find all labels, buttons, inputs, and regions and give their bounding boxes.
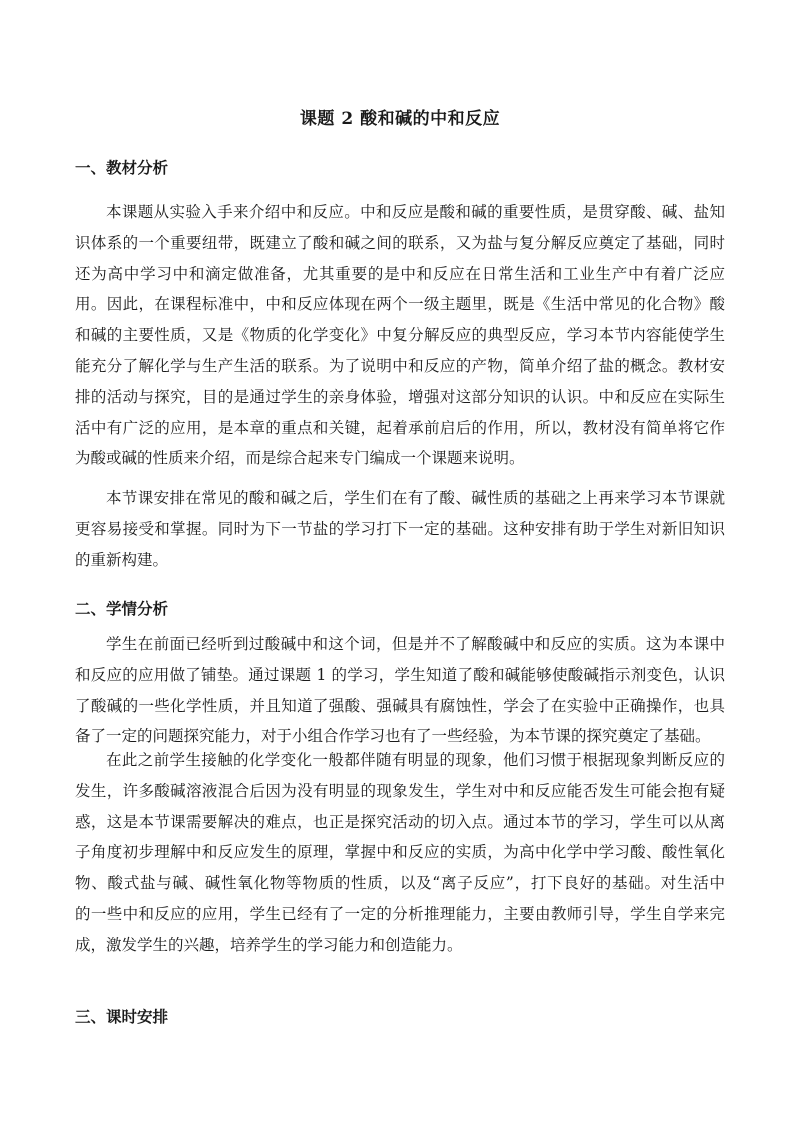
text-line: 本课题从实验入手来介绍中和反应。中和反应是酸和碱的重要性质，是贯穿酸、碱、盐知 — [106, 203, 725, 221]
text-line: 能充分了解化学与生产生活的联系。为了说明中和反应的产物，简单介绍了盐的概念。教材安 — [75, 356, 725, 375]
text-line: 物、酸式盐与碱、碱性氧化物等物质的性质，以及“离子反应”，打下良好的基础。对生活中 — [75, 874, 725, 893]
paragraph — [75, 483, 725, 575]
text-line: 和反应的应用做了铺垫。通过课题 1 的学习，学生知道了酸和碱能够使酸碱指示剂变色，认识 — [75, 665, 725, 684]
text-line: 和碱的主要性质，又是《物质的化学变化》中复分解反应的典型反应，学习本节内容能使学生 — [75, 326, 725, 345]
section-heading-schedule: 三、课时安排 — [75, 1007, 169, 1026]
text-line: 排的活动与探究，目的是通过学生的亲身体验，增强对这部分知识的认识。中和反应在实际生 — [75, 387, 725, 406]
text-line: 备了一定的问题探究能力，对于小组合作学习也有了一些经验，为本节课的探究奠定了基础。 — [75, 727, 711, 746]
text-line: 成，激发学生的兴趣，培养学生的学习能力和创造能力。 — [75, 935, 463, 954]
text-line: 的一些中和反应的应用，学生已经有了一定的分析推理能力，主要由教师引导，学生自学来完 — [75, 904, 725, 923]
text-line: 还为高中学习中和滴定做准备，尤其重要的是中和反应在日常生活和工业生产中有着广泛应 — [75, 264, 725, 283]
text-line: 了酸碱的一些化学性质，并且知道了强酸、强碱具有腐蚀性，学会了在实验中正确操作，也具 — [75, 696, 725, 715]
section-heading-student-analysis: 二、学情分析 — [75, 599, 169, 618]
paragraph — [75, 629, 725, 752]
text-line: 更容易接受和掌握。同时为下一节盐的学习打下一定的基础。这种安排有助于学生对新旧知识 — [75, 519, 725, 538]
section-heading-textbook-analysis: 一、教材分析 — [75, 158, 169, 177]
document-title: 课题 2 酸和碱的中和反应 — [299, 109, 501, 129]
text-line: 在此之前学生接触的化学变化一般都伴随有明显的现象，他们习惯于根据现象判断反应的 — [106, 751, 725, 769]
text-line: 发生，许多酸碱溶液混合后因为没有明显的现象发生，学生对中和反应能否发生可能会抱有疑 — [75, 781, 725, 800]
text-line: 子角度初步理解中和反应发生的原理，掌握中和反应的实质，为高中化学中学习酸、酸性氧化 — [75, 843, 725, 862]
text-line: 学生在前面已经听到过酸碱中和这个词，但是并不了解酸碱中和反应的实质。这为本课中 — [106, 635, 725, 653]
paragraph — [75, 197, 725, 474]
paragraph — [75, 745, 725, 961]
text-line: 惑，这是本节课需要解决的难点，也正是探究活动的切入点。通过本节的学习，学生可以从离 — [75, 812, 725, 831]
text-line: 用。因此，在课程标准中，中和反应体现在两个一级主题里，既是《生活中常见的化合物》酸 — [75, 295, 725, 314]
text-line: 的重新构建。 — [75, 550, 169, 569]
text-line: 识体系的一个重要纽带，既建立了酸和碱之间的联系，又为盐与复分解反应奠定了基础，同时 — [75, 233, 725, 252]
text-line: 为酸或碱的性质来介绍，而是综合起来专门编成一个课题来说明。 — [75, 449, 525, 468]
text-line: 活中有广泛的应用，是本章的重点和关键，起着承前启后的作用，所以，教材没有简单将它作 — [75, 418, 725, 437]
text-line: 本节课安排在常见的酸和碱之后，学生们在有了酸、碱性质的基础之上再来学习本节课就 — [106, 489, 725, 507]
